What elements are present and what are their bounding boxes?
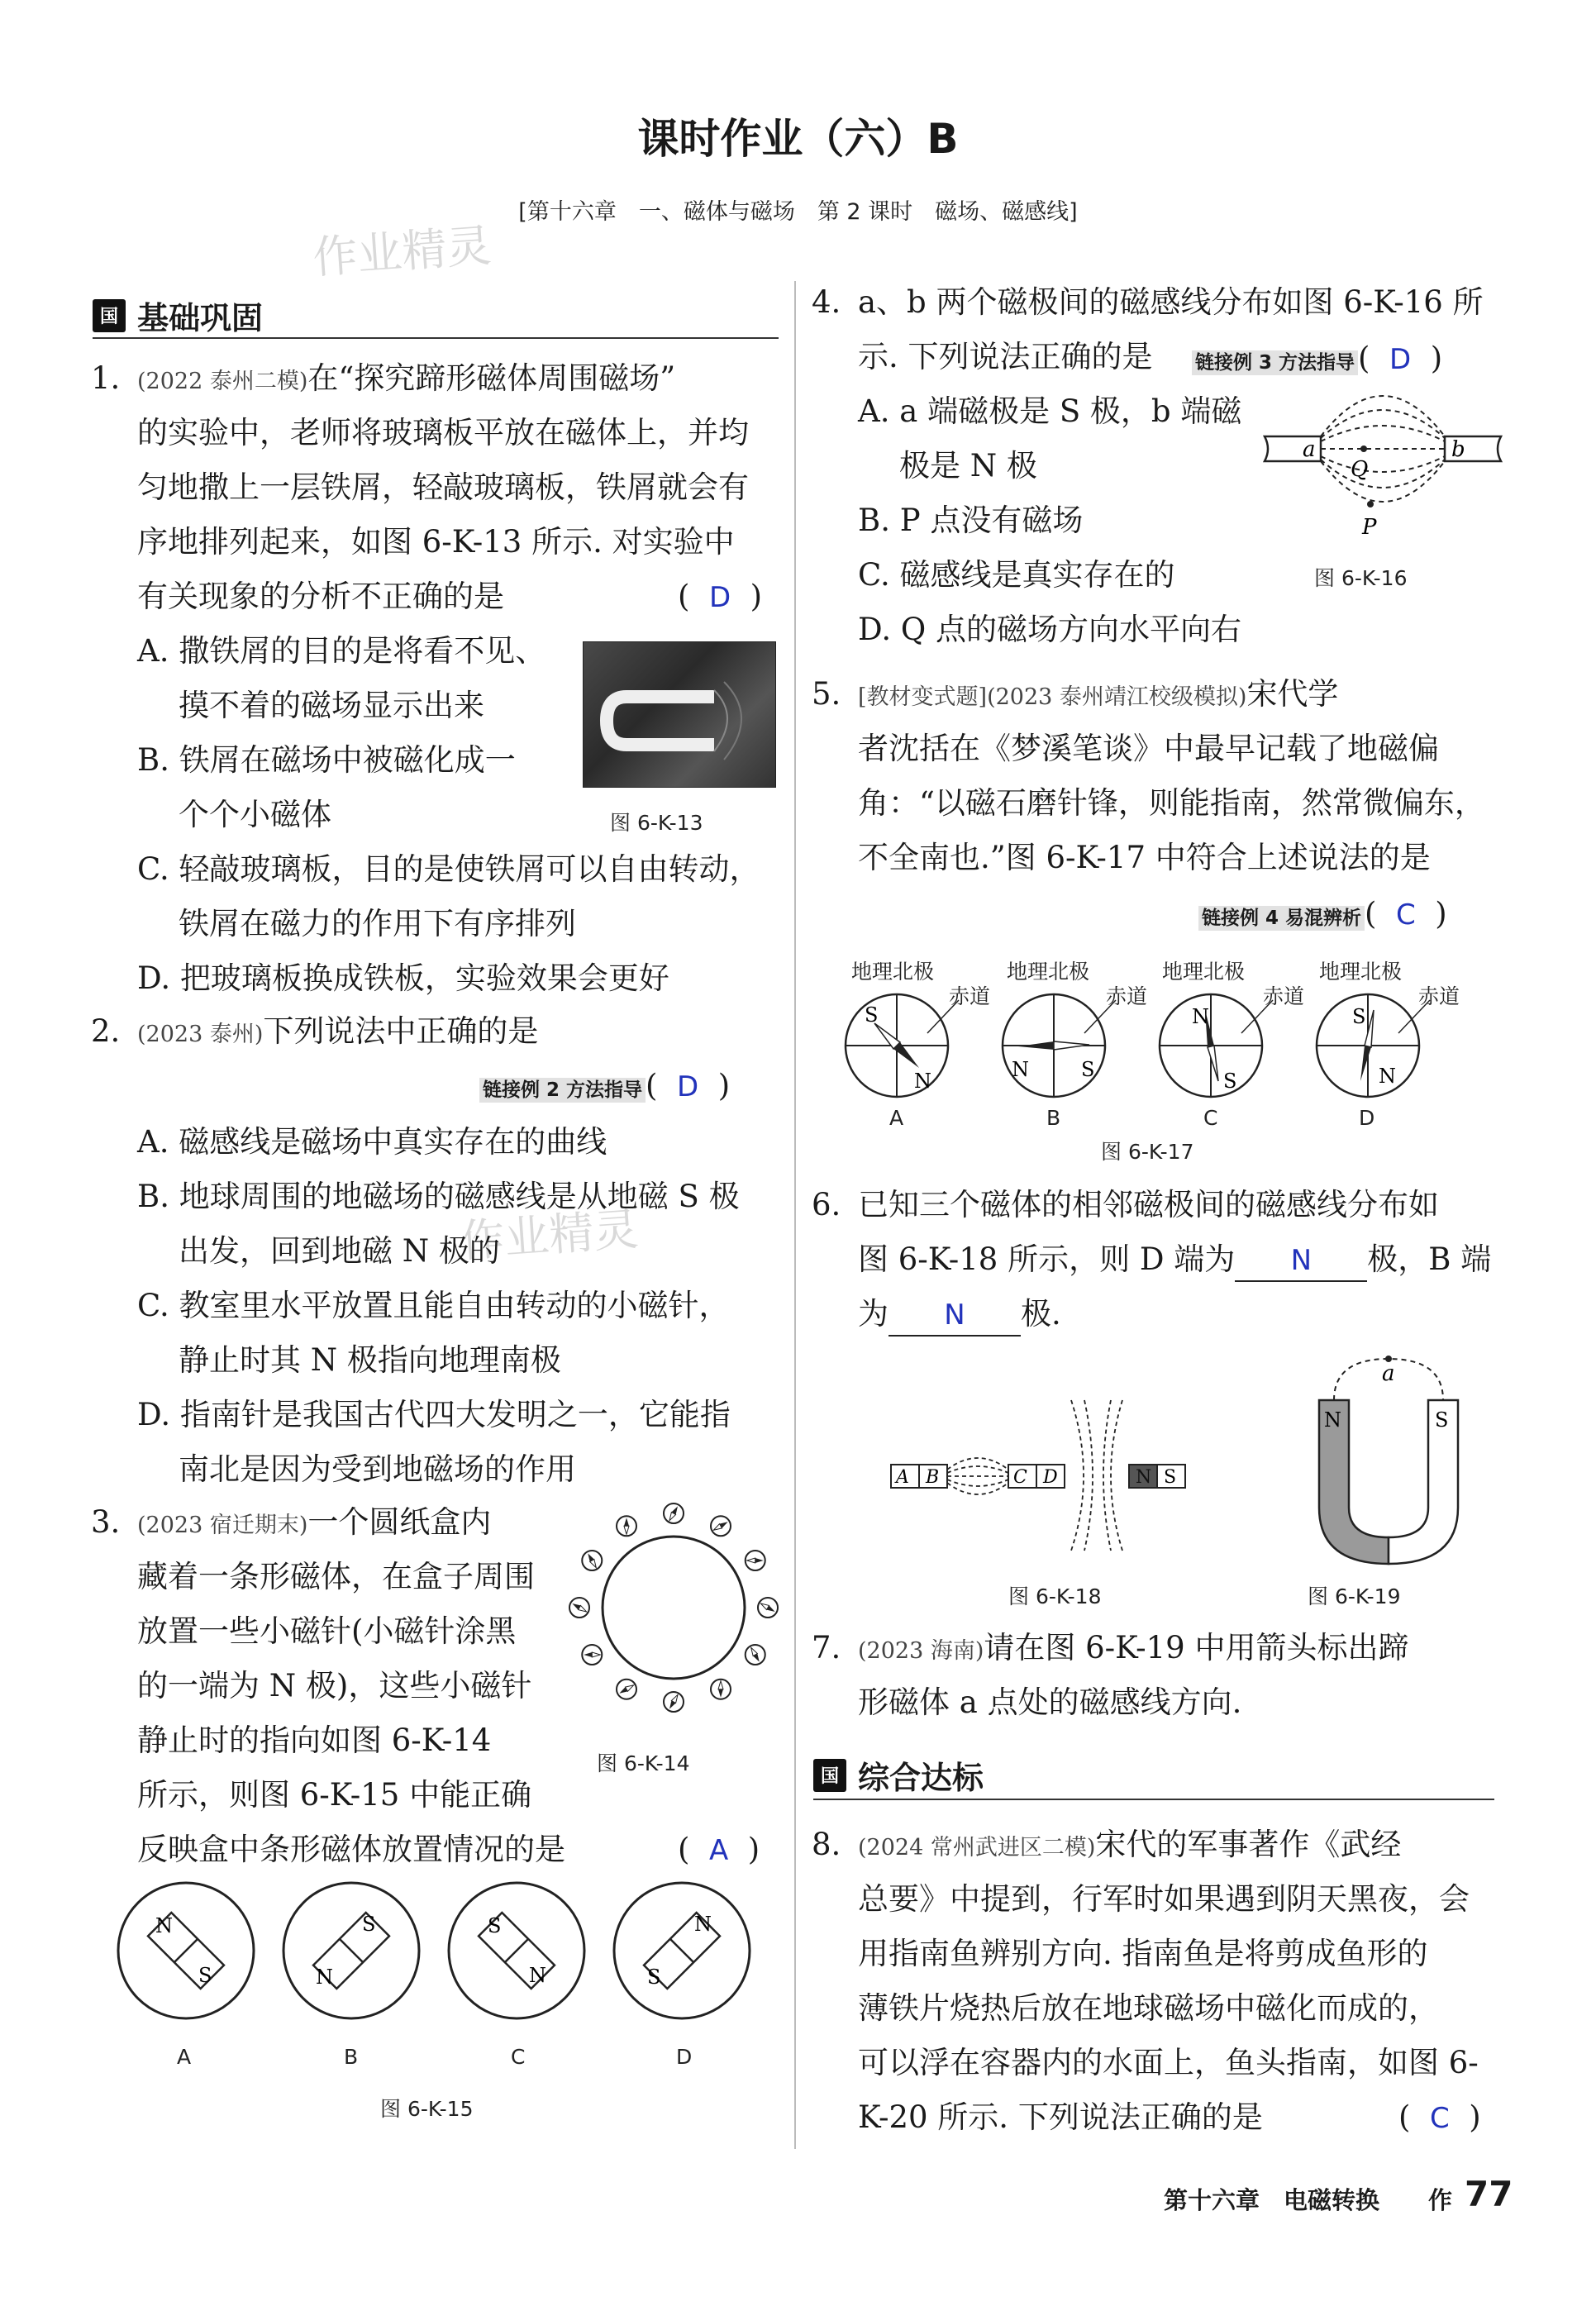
equator-label: 赤道 (949, 984, 991, 1008)
q6-stem-line: 已知三个磁体的相邻磁极间的磁感线分布如 (858, 1187, 1439, 1222)
q8-stem-line: 薄铁片烧热后放在地球磁场中磁化而成的， (858, 1990, 1439, 2026)
q3-stem-line: 放置一些小磁针(小磁针涂黑 (137, 1613, 517, 1649)
q5-stem-line: 不全南也.”图 6-K-17 中符合上述说法的是 (858, 840, 1431, 875)
footer-zuo: 作 (1428, 2186, 1453, 2214)
choice-label: A (177, 2045, 192, 2069)
q1-stem-line: (2022 泰州二模)在“探究蹄形磁体周围磁场” (137, 360, 676, 396)
section-basic (93, 293, 263, 338)
fig-6-k-18-bar-magnets (889, 1397, 1270, 1554)
geo-north-label: 地理北极 (1162, 960, 1246, 984)
fig-6-k-14-caption: 图 6-K-14 (597, 1751, 690, 1775)
q1-option: 铁屑在磁力的作用下有序排列 (179, 906, 576, 941)
choice-label: D (676, 2045, 693, 2069)
small-compass-needle (746, 1551, 765, 1570)
q2-stem: (2023 泰州)下列说法中正确的是 (137, 1013, 539, 1049)
q2-option: 静止时其 N 极指向地理南极 (179, 1342, 561, 1378)
q5-stem-line: 角：“以磁石磨针锋，则能指南，然常微偏东， (858, 785, 1485, 821)
footer-chapter: 第十六章 电磁转换 (1164, 2186, 1380, 2214)
fig-6-k-19-caption: 图 6-K-19 (1308, 1584, 1401, 1608)
choice-label: B (344, 2045, 359, 2069)
q7-number: 7. (812, 1630, 841, 1665)
small-compass-needle (664, 1503, 684, 1523)
geo-north-label: 地理北极 (1007, 960, 1090, 984)
q1-option: 摸不着的磁场显示出来 (179, 688, 484, 723)
compass-a (846, 994, 959, 1097)
q1-answer-paren: ( D ) (678, 579, 763, 614)
bar-end-label: C (1013, 1467, 1027, 1488)
page-number: 77 (1465, 2174, 1513, 2214)
q4-stem-line: a、b 两个磁极间的磁感线分布如图 6-K-16 所 (858, 284, 1484, 320)
small-compass-needle (664, 1692, 684, 1712)
choice-label: D (1359, 1106, 1375, 1130)
bar-end-label: A (896, 1467, 909, 1488)
q6-blank-b[interactable]: N (889, 1295, 1021, 1337)
q8-stem-line: (2024 常州武进区二模)宋代的军事著作《武经 (858, 1827, 1402, 1862)
u-magnet-pole: S (1435, 1408, 1449, 1432)
q2-number: 2. (91, 1013, 121, 1049)
q4-option: 极是 N 极 (899, 448, 1037, 484)
q4-link-tag: 链接例 3 方法指导 (1192, 350, 1358, 375)
point-q-label: Q (1351, 457, 1369, 482)
compass-b (1003, 994, 1116, 1097)
chapter-subtitle: [第十六章 一、磁体与磁场 第 2 课时 磁场、磁感线] (518, 199, 1078, 225)
q6-stem-line: 图 6-K-18 所示，则 D 端为 N 极，B 端 (858, 1240, 1491, 1282)
iron-filings-photo (583, 641, 776, 788)
section-label: 基础巩固 (137, 300, 264, 336)
q1-option: A. 撒铁屑的目的是将看不见、 (137, 633, 546, 669)
needle-letter: N (1012, 1058, 1029, 1081)
small-compass-needle (582, 1645, 602, 1665)
magnet-pole-letter: N (316, 1966, 333, 1989)
needle-letter: S (865, 1003, 879, 1027)
needle-letter: S (1081, 1058, 1095, 1081)
small-compass-needle (711, 1516, 731, 1536)
section-comprehensive (813, 1752, 984, 1798)
q6-stem-line: 为 N 极. (858, 1294, 1061, 1337)
q1-stem-line: 的实验中，老师将玻璃板平放在磁体上，并均 (137, 415, 749, 450)
q1-stem-line: 序地排列起来，如图 6-K-13 所示. 对实验中 (137, 524, 735, 560)
fig-6-k-13-caption: 图 6-K-13 (610, 811, 703, 835)
q1-stem-line: 有关现象的分析不正确的是 (137, 579, 504, 614)
q1-option: 个个小磁体 (179, 797, 331, 832)
q3-stem-line: 静止时的指向如图 6-K-14 (137, 1723, 492, 1758)
bar-end-label: N (1136, 1467, 1152, 1488)
u-magnet-pole: N (1324, 1408, 1341, 1432)
q5-stem-line: [教材变式题](2023 泰州靖江校级模拟)宋代学 (858, 676, 1339, 712)
q3-stem-line: 的一端为 N 极)，这些小磁针 (137, 1668, 532, 1703)
q1-number: 1. (91, 360, 121, 396)
q7-stem-line: 形磁体 a 点处的磁感线方向. (858, 1684, 1242, 1720)
point-p-label: P (1362, 515, 1377, 540)
q4-option: D. Q 点的磁场方向水平向右 (858, 612, 1241, 647)
magnet-pole-letter: N (529, 1964, 546, 1987)
q1-option: D. 把玻璃板换成铁板，实验效果会更好 (137, 960, 669, 996)
equator-label: 赤道 (1418, 984, 1460, 1008)
option-c-magnet (449, 1883, 584, 2018)
q3-stem-line: (2023 宿迁期末)一个圆纸盒内 (137, 1504, 492, 1540)
fig-6-k-18-caption: 图 6-K-18 (1008, 1584, 1102, 1608)
geo-north-label: 地理北极 (851, 960, 935, 984)
needle-letter: S (1352, 1005, 1366, 1028)
q8-stem-line: 可以浮在容器内的水面上，鱼头指南，如图 6- (858, 2045, 1479, 2080)
small-compass-needle (617, 1516, 636, 1536)
bar-end-label: D (1043, 1467, 1058, 1488)
fig-6-k-19-u-magnet (1306, 1356, 1471, 1570)
choice-label: C (511, 2045, 526, 2069)
small-compass-needle (758, 1598, 778, 1618)
q8-answer-paren: ( C ) (1398, 2099, 1481, 2135)
small-compass-needle (617, 1680, 636, 1699)
q3-stem-line: 藏着一条形磁体，在盒子周围 (137, 1559, 535, 1594)
q5-link-tag: 链接例 4 易混辨析 (1198, 906, 1365, 931)
magnet-pole-letter: N (694, 1913, 712, 1936)
option-a-magnet (118, 1883, 254, 2018)
q8-stem-line: 总要》中提到，行军时如果遇到阴天黑夜，会 (858, 1881, 1470, 1917)
q8-stem-line: K-20 所示. 下列说法正确的是 (858, 2099, 1263, 2135)
q6-number: 6. (812, 1187, 841, 1222)
q4-answer: D (1389, 343, 1412, 376)
q3-answer-paren: ( A ) (678, 1832, 760, 1867)
choice-label: A (889, 1106, 904, 1130)
q2-answer-paren: 链接例 2 方法指导 ( D ) (479, 1068, 730, 1103)
fig-6-k-17-caption: 图 6-K-17 (1101, 1140, 1194, 1164)
geo-north-label: 地理北极 (1319, 960, 1403, 984)
q4-stem-line: 示. 下列说法正确的是 (858, 339, 1153, 374)
needle-letter: N (914, 1070, 931, 1093)
fig-6-k-15-options (116, 1876, 777, 2042)
q1-source: (2022 泰州二模) (137, 369, 308, 394)
q3-number: 3. (91, 1504, 121, 1540)
bar-end-label: B (926, 1467, 940, 1488)
fig-6-k-16-caption: 图 6-K-16 (1314, 566, 1408, 590)
small-compass-needle (582, 1551, 602, 1570)
point-a-label: a (1382, 1361, 1395, 1386)
q1-stem-line: 匀地撒上一层铁屑，轻敲玻璃板，铁屑就会有 (137, 469, 749, 505)
magnet-pole-letter: S (488, 1914, 502, 1937)
compass-d (1317, 994, 1430, 1097)
q2-option: C. 教室里水平放置且能自由转动的小磁针， (137, 1288, 730, 1323)
section-rule (93, 337, 779, 339)
q6-blank-d[interactable]: N (1235, 1241, 1367, 1282)
fig-6-k-14-compass-ring (562, 1496, 785, 1719)
section-icon: 国 (93, 299, 126, 332)
section-icon: 国 (813, 1759, 846, 1792)
q2-option: D. 指南针是我国古代四大发明之一，它能指 (137, 1397, 731, 1432)
bar-end-label: S (1164, 1467, 1177, 1488)
q5-answer: C (1396, 898, 1416, 932)
option-b-magnet (283, 1883, 419, 2018)
magnet-pole-letter: S (198, 1964, 212, 1987)
small-compass-needle (569, 1598, 589, 1618)
q1-option: C. 轻敲玻璃板，目的是使铁屑可以自由转动， (137, 851, 760, 887)
q2-option: B. 地球周围的地磁场的磁感线是从地磁 S 极 (137, 1179, 740, 1214)
q3-answer: A (708, 1834, 729, 1867)
section-label: 综合达标 (858, 1760, 984, 1796)
q4-answer-paren: 链接例 3 方法指导 ( D ) (1192, 341, 1442, 376)
page-title: 课时作业（六）B (637, 115, 959, 163)
q1-answer: D (708, 581, 731, 614)
magnet-pole-letter: S (647, 1966, 661, 1989)
q2-option: A. 磁感线是磁场中真实存在的曲线 (137, 1124, 607, 1160)
column-divider (794, 281, 796, 2149)
small-compass-needle (711, 1680, 731, 1699)
fig-6-k-16-field-lines (1263, 393, 1503, 550)
q7-stem-line: (2023 海南)请在图 6-K-19 中用箭头标出蹄 (858, 1630, 1409, 1665)
needle-letter: N (1192, 1005, 1209, 1028)
fig-6-k-15-caption: 图 6-K-15 (380, 2097, 474, 2121)
q4-option: B. P 点没有磁场 (858, 503, 1084, 538)
small-compass-needle (746, 1645, 765, 1665)
needle-letter: S (1223, 1070, 1237, 1093)
watermark: 作业精灵 (458, 1203, 641, 1268)
q2-option: 南北是因为受到地磁场的作用 (179, 1451, 576, 1487)
equator-label: 赤道 (1263, 984, 1305, 1008)
q5-stem-line: 者沈括在《梦溪笔谈》中最早记载了地磁偏 (858, 731, 1439, 766)
q3-stem-line: 反映盒中条形磁体放置情况的是 (137, 1832, 565, 1867)
compass-c (1160, 994, 1273, 1097)
choice-label: C (1203, 1106, 1218, 1130)
pole-a-label: a (1303, 437, 1316, 462)
watermark: 作业精灵 (311, 219, 493, 284)
q5-answer-paren: 链接例 4 易混辨析 ( C ) (1198, 896, 1447, 932)
q8-stem-line: 用指南鱼辨别方向. 指南鱼是将剪成鱼形的 (858, 1936, 1428, 1971)
q1-option: B. 铁屑在磁场中被磁化成一 (137, 742, 516, 778)
q8-number: 8. (812, 1827, 841, 1862)
q3-stem-line: 所示，则图 6-K-15 中能正确 (137, 1777, 532, 1813)
magnet-pole-letter: S (362, 1913, 376, 1936)
equator-label: 赤道 (1106, 984, 1148, 1008)
q2-option: 出发，回到地磁 N 极的 (179, 1233, 500, 1269)
q4-option: A. a 端磁极是 S 极，b 端磁 (858, 393, 1242, 429)
q4-option: C. 磁感线是真实存在的 (858, 557, 1175, 593)
magnet-pole-letter: N (155, 1914, 173, 1937)
pole-b-label: b (1451, 437, 1465, 462)
q8-answer: C (1429, 2102, 1450, 2135)
section-rule (813, 1799, 1494, 1800)
needle-letter: N (1379, 1065, 1396, 1088)
q2-link-tag: 链接例 2 方法指导 (479, 1078, 646, 1103)
choice-label: B (1046, 1106, 1061, 1130)
q2-answer: D (677, 1070, 699, 1103)
option-d-magnet (614, 1883, 750, 2018)
q4-number: 4. (812, 284, 841, 320)
q5-number: 5. (812, 676, 841, 712)
